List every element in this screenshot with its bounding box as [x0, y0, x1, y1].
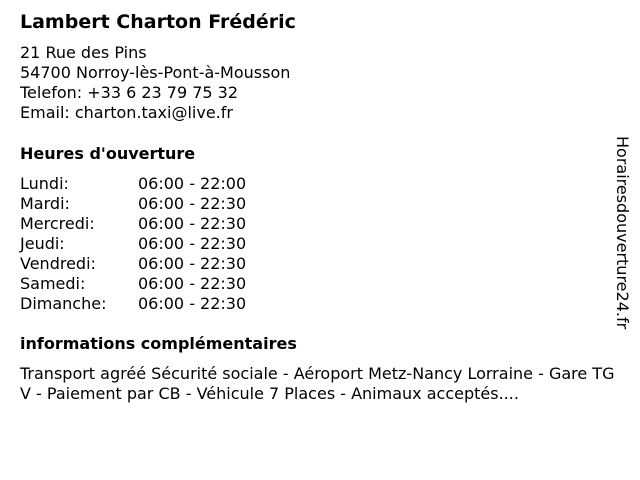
phone-line: Telefon: +33 6 23 79 75 32: [20, 83, 239, 102]
city-line: 54700 Norroy-lès-Pont-à-Mousson: [20, 63, 291, 82]
additional-info-text: Transport agréé Sécurité sociale - Aéroport Metz-Nancy Lorraine - Gare TGV - Paiement par CB - Véhicule 7 Places - Animaux acceptés....: [20, 364, 615, 403]
hours-row-saturday: [20, 274, 280, 294]
day-label: Dimanche:: [20, 294, 107, 313]
street-address: 21 Rue des Pins: [20, 43, 147, 62]
day-label: Samedi:: [20, 274, 86, 293]
time-range: 06:00 - 22:30: [138, 194, 247, 213]
hours-row-tuesday: [20, 194, 280, 214]
hours-row-sunday: [20, 294, 280, 314]
business-name: Lambert Charton Frédéric: [20, 11, 296, 33]
day-label: Lundi:: [20, 174, 69, 193]
additional-info-heading: informations complémentaires: [20, 334, 297, 353]
time-range: 06:00 - 22:00: [138, 174, 247, 193]
hours-row-monday: [20, 174, 280, 194]
hours-row-friday: [20, 254, 280, 274]
day-label: Vendredi:: [20, 254, 96, 273]
opening-hours-heading: Heures d'ouverture: [20, 144, 196, 163]
time-range: 06:00 - 22:30: [138, 274, 247, 293]
site-watermark: Horairesdouverture24.fr: [613, 136, 632, 330]
opening-hours-table: [20, 174, 280, 314]
time-range: 06:00 - 22:30: [138, 234, 247, 253]
time-range: 06:00 - 22:30: [138, 214, 247, 233]
time-range: 06:00 - 22:30: [138, 254, 247, 273]
address-block: [20, 43, 290, 123]
time-range: 06:00 - 22:30: [138, 294, 247, 313]
hours-row-thursday: [20, 234, 280, 254]
hours-row-wednesday: [20, 214, 280, 234]
email-line: Email: charton.taxi@live.fr: [20, 103, 233, 122]
day-label: Mercredi:: [20, 214, 95, 233]
day-label: Jeudi:: [20, 234, 65, 253]
day-label: Mardi:: [20, 194, 70, 213]
